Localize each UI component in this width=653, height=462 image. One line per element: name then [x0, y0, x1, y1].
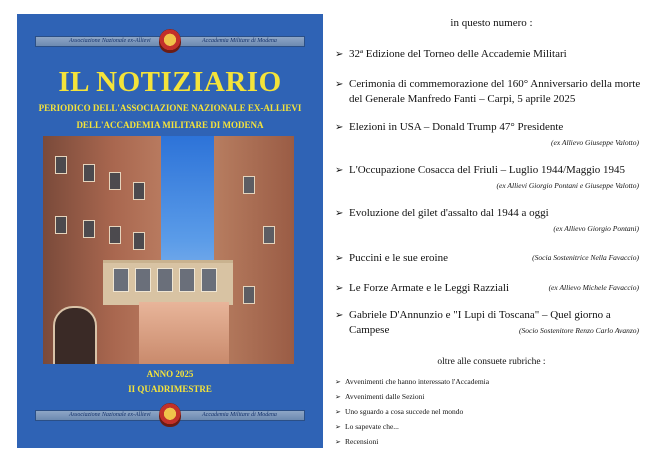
- magazine-cover: [17, 14, 323, 448]
- item-author: (ex Allievo Michele Favaccio): [548, 283, 639, 292]
- arrow-icon: ➢: [335, 283, 344, 294]
- rubrica-item: ➢ Lo sapevate che...: [335, 422, 399, 431]
- arrow-icon: ➢: [335, 79, 344, 90]
- distant-building: [139, 302, 229, 364]
- cover-subtitle-line2: DELL'ACCADEMIA MILITARE DI MODENA: [76, 120, 264, 130]
- cover-subtitle-line1: PERIODICO DELL'ASSOCIAZIONE NAZIONALE EX-ALLIEVI: [38, 103, 302, 113]
- item-title: Cerimonia di commemorazione del 160° Anniversario della morte del Generale Manfredo Fanti – Carpi, 5 aprile 2025: [349, 78, 641, 105]
- item-title: Puccini e le sue eroine: [349, 252, 448, 264]
- cover-bottom-banner: [35, 410, 305, 421]
- banner-left-text: Associazione Nazionale ex-Allievi: [69, 412, 151, 418]
- banner-right-text: Accademia Militare di Modena: [202, 412, 277, 418]
- arrow-icon: ➢: [335, 408, 341, 416]
- cover-year: ANNO 2025: [146, 369, 194, 379]
- rubrica-item: ➢ Uno sguardo a cosa succede nel mondo: [335, 407, 464, 416]
- item-title: Le Forze Armate e le Leggi Razziali: [349, 282, 510, 294]
- arrow-icon: ➢: [335, 49, 344, 60]
- arrow-icon: ➢: [335, 310, 344, 321]
- item-title: Evoluzione del gilet d'assalto dal 1944 a oggi: [349, 207, 549, 219]
- item-title: L'Occupazione Cosacca del Friuli – Luglio 1944/Maggio 1945: [349, 164, 626, 176]
- arrow-icon: ➢: [335, 423, 341, 431]
- banner-left-text: Associazione Nazionale ex-Allievi: [69, 38, 151, 44]
- item-title: Elezioni in USA – Donald Trump 47° Presidente: [349, 121, 564, 133]
- cover-title: IL NOTIZIARIO: [58, 66, 282, 98]
- arrow-icon: ➢: [335, 253, 344, 264]
- rubriche-heading: oltre alle consuete rubriche :: [437, 357, 546, 367]
- arrow-icon: ➢: [335, 378, 341, 386]
- coat-of-arms-icon: [159, 403, 181, 427]
- rubrica-item: ➢ Recensioni: [335, 437, 379, 446]
- coat-of-arms-icon: [159, 29, 181, 53]
- item-author: (ex Allievo Giorgio Pontani): [553, 224, 639, 233]
- item-author: (ex Allievi Giorgio Pontani e Giuseppe Valotto): [496, 181, 639, 190]
- arrow-icon: ➢: [335, 208, 344, 219]
- arrow-icon: ➢: [335, 438, 341, 446]
- contents-heading: in questo numero :: [450, 17, 533, 29]
- rubrica-item: ➢ Avvenimenti che hanno interessato l'Accademia: [335, 377, 490, 386]
- arrow-icon: ➢: [335, 165, 344, 176]
- arrow-icon: ➢: [335, 122, 344, 133]
- arrow-icon: ➢: [335, 393, 341, 401]
- banner-right-text: Accademia Militare di Modena: [202, 38, 277, 44]
- item-author: (Socia Sostenitrice Nella Favaccio): [532, 253, 639, 262]
- rubrica-item: ➢ Avvenimenti dalle Sezioni: [335, 392, 425, 401]
- cover-top-banner: [35, 36, 305, 47]
- table-of-contents: [330, 0, 653, 462]
- item-author: (Socio Sostenitore Renzo Carlo Avanzo): [519, 326, 639, 335]
- item-author: (ex Allievo Giuseppe Valotto): [551, 138, 639, 147]
- cover-issue: II QUADRIMESTRE: [128, 384, 212, 394]
- item-title: 32ª Edizione del Torneo delle Accademie Militari: [349, 48, 567, 60]
- item-title: Gabriele D'Annunzio e "I Lupi di Toscana" – Quel giorno a Campese: [349, 309, 611, 336]
- archway: [53, 306, 97, 364]
- cover-photo: [43, 136, 294, 364]
